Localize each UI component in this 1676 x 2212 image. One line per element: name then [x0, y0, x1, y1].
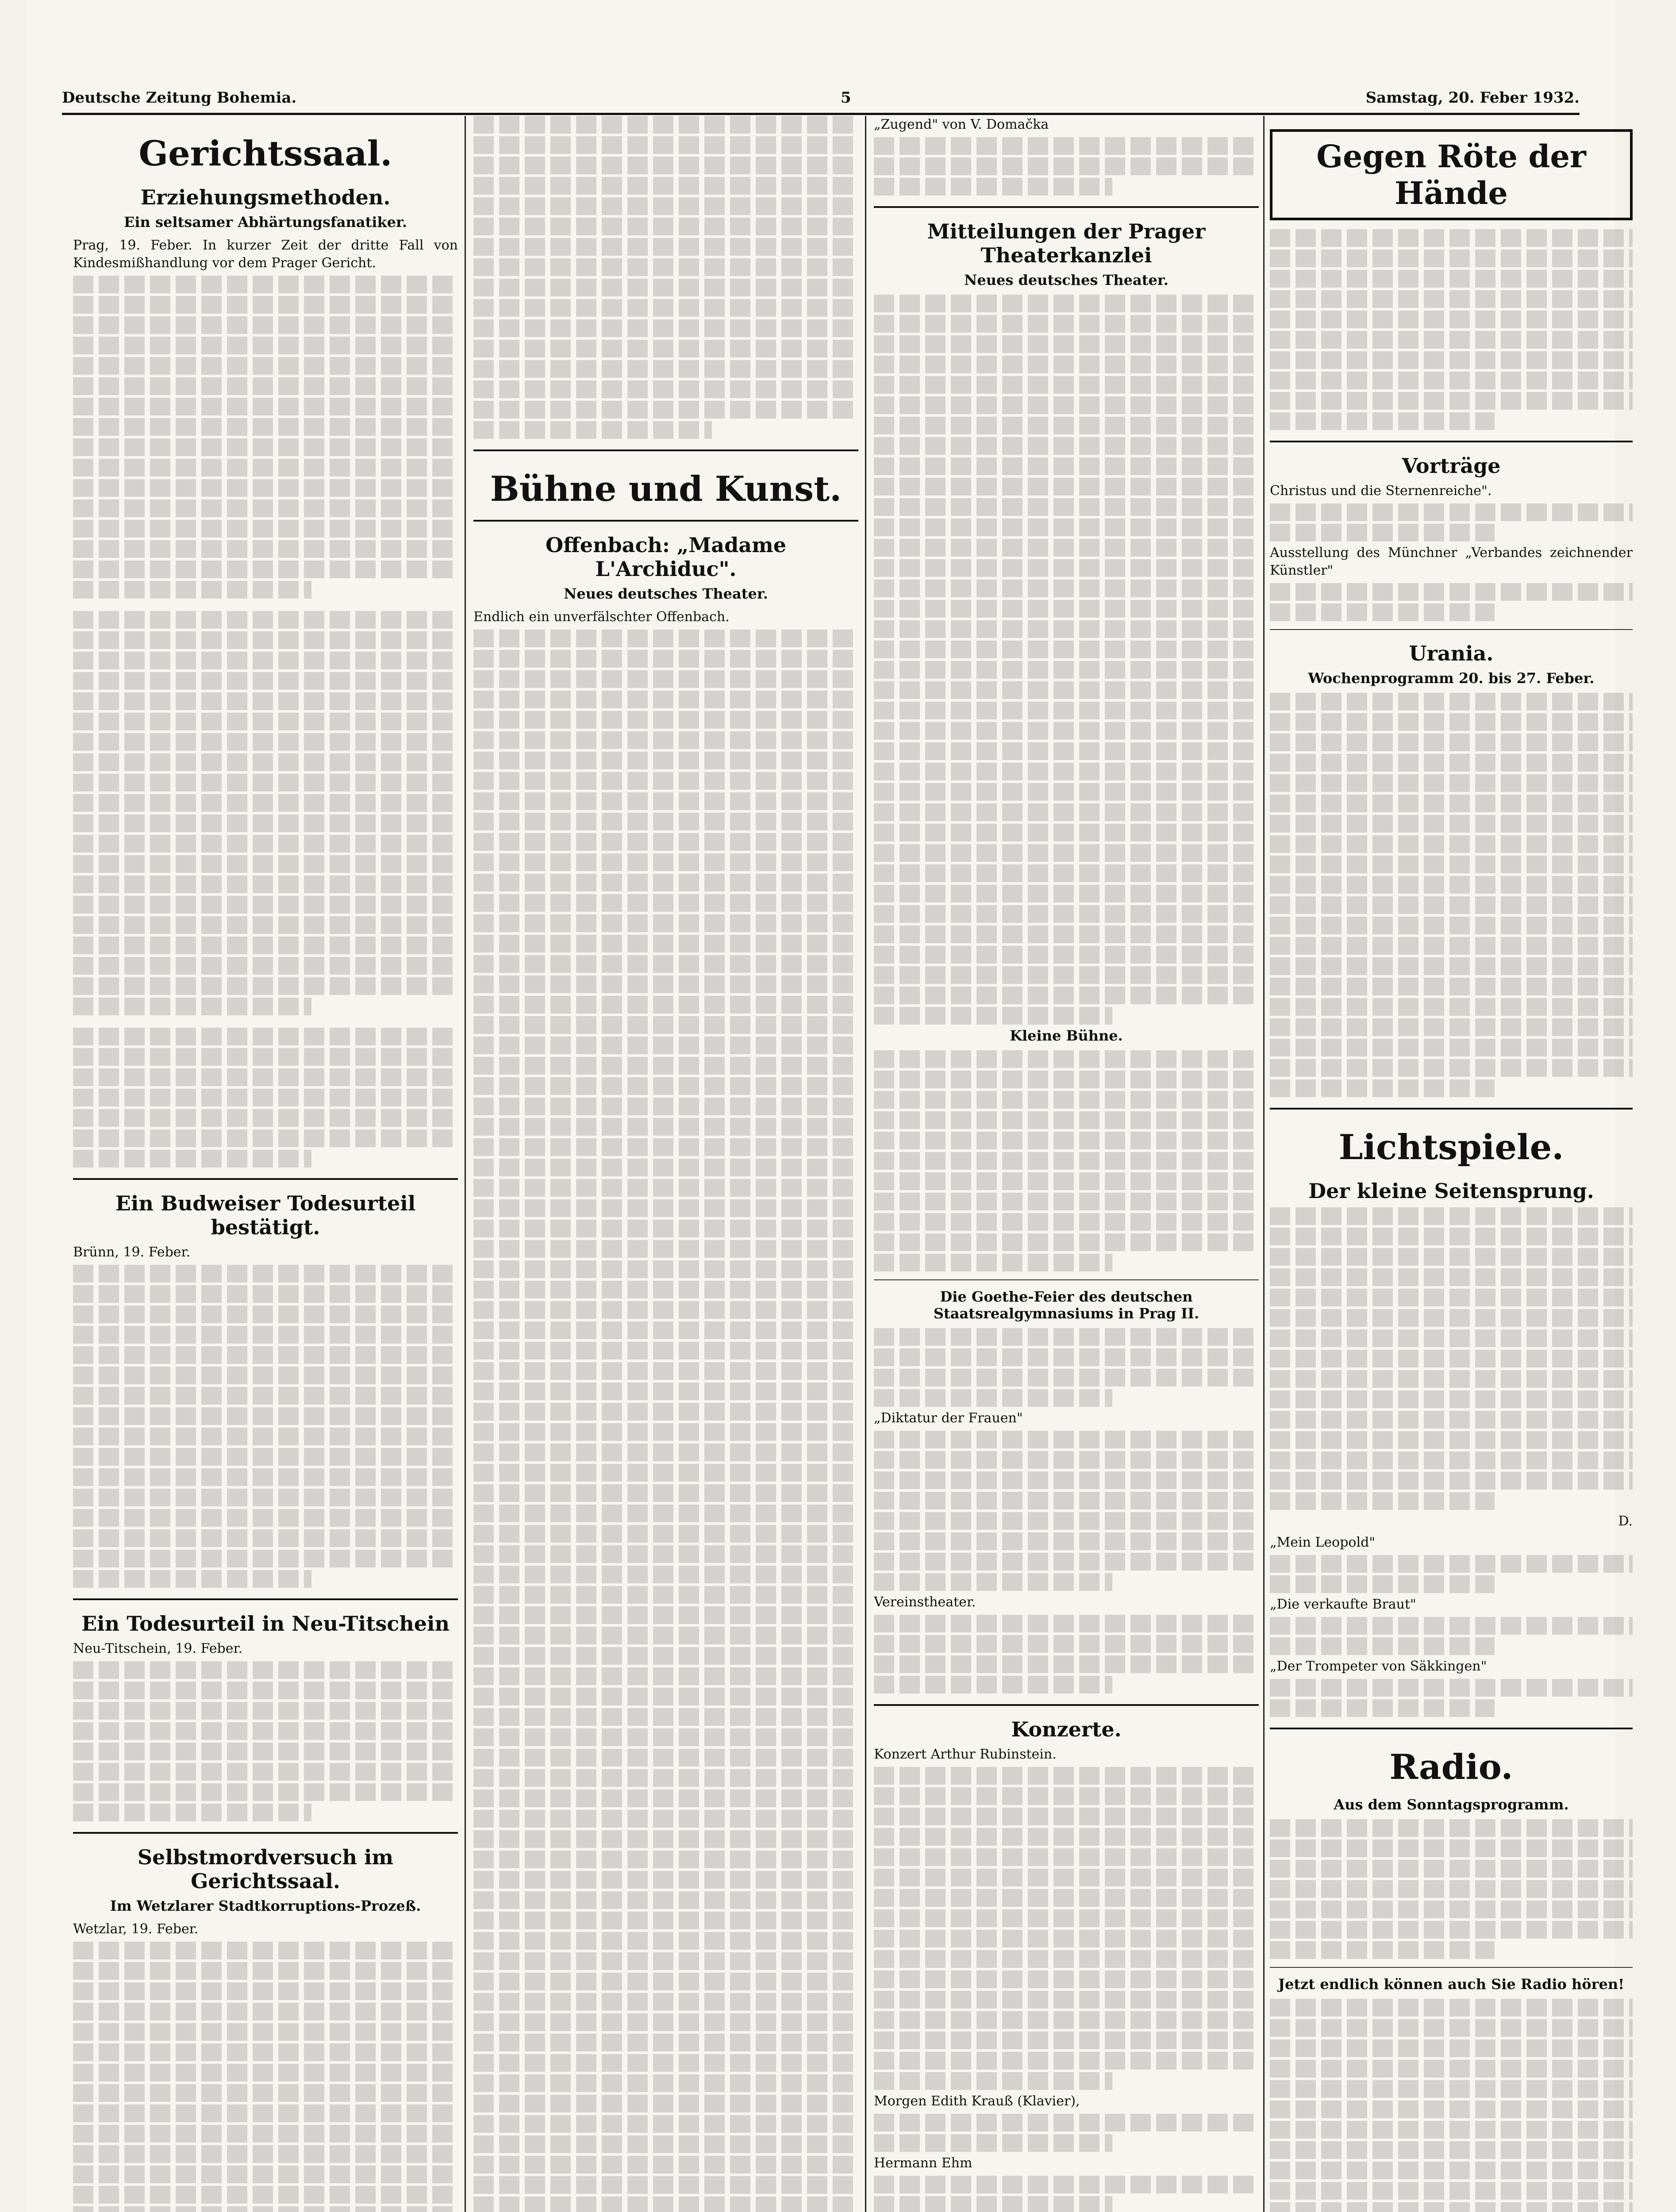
article-lead: Wetzlar, 19. Feber.	[73, 1921, 199, 1937]
article-lead: Prag, 19. Feber. In kurzer Zeit der dritte Fall von Kindesmißhandlung vor dem Prager Gericht.	[73, 238, 458, 271]
section-title-radio: Radio.	[1389, 1747, 1513, 1787]
article-signature: D.	[1618, 1513, 1633, 1529]
film-title: „Der Trompeter von Säkkingen"	[1270, 1659, 1487, 1674]
film-title: „Die verkaufte Braut"	[1270, 1597, 1416, 1612]
section-subtitle: Kleine Bühne.	[1010, 1027, 1123, 1044]
concert-title: Morgen Edith Krauß (Klavier),	[874, 2093, 1080, 2109]
column-3	[874, 116, 1259, 2212]
column-4	[1270, 116, 1633, 2212]
header-paper-name: Deutsche Zeitung Bohemia.	[62, 89, 297, 107]
film-title: „Mein Leopold"	[1270, 1535, 1376, 1550]
column-rule	[465, 116, 466, 2212]
lecture-title: Christus und die Sternenreiche".	[1270, 483, 1492, 499]
column-rule	[1263, 116, 1265, 2212]
section-title-vortraege: Vorträge	[1402, 454, 1501, 478]
article-subtitle: Neues deutsches Theater.	[564, 585, 768, 602]
concert-title: Konzert Arthur Rubinstein.	[874, 1747, 1057, 1762]
article-title: Ein Budweiser Todesurteil bestätigt.	[115, 1191, 416, 1239]
notice-lead: „Diktatur der Frauen"	[874, 1410, 1023, 1426]
section-title-buehne-und-kunst: Bühne und Kunst.	[490, 469, 842, 509]
notice-lead: „Zugend" von V. Domačka	[874, 117, 1049, 132]
column-rule	[865, 116, 866, 2212]
article-lead: Brünn, 19. Feber.	[73, 1244, 191, 1260]
exhibition-title: Ausstellung des Münchner „Verbandes zeichnender Künstler"	[1270, 545, 1633, 578]
newspaper-page	[27, 0, 1633, 2212]
page-number: 5	[841, 89, 851, 107]
notice-lead: Vereinstheater.	[874, 1594, 976, 1610]
section-title-lichtspiele: Lichtspiele.	[1338, 1127, 1564, 1167]
article-title: Jetzt endlich können auch Sie Radio hören!	[1278, 1976, 1625, 1993]
article-title: Erziehungsmethoden.	[140, 185, 391, 209]
article-title: Ein Todesurteil in Neu-Titschein	[81, 1612, 450, 1636]
section-title-konzerte: Konzerte.	[1011, 1717, 1122, 1741]
article-subtitle: Im Wetzlarer Stadtkorruptions-Prozeß.	[110, 1897, 421, 1914]
column-1	[73, 116, 458, 2212]
section-subtitle: Wochenprogramm 20. bis 27. Feber.	[1308, 670, 1595, 687]
article-title: Offenbach: „Madame L'Archiduc".	[545, 533, 787, 581]
running-header	[62, 86, 1580, 115]
section-title-urania: Urania.	[1409, 641, 1494, 665]
header-date: Samstag, 20. Feber 1932.	[1365, 89, 1580, 107]
article-title: Die Goethe-Feier des deutschen Staatsrealgymnasiums in Prag II.	[933, 1288, 1199, 1322]
article-lead: Endlich ein unverfälschter Offenbach.	[473, 609, 730, 625]
advertisement-title: Gegen Röte der Hände	[1316, 138, 1586, 211]
article-lead: Neu-Titschein, 19. Feber.	[73, 1641, 243, 1656]
article-subtitle: Ein seltsamer Abhärtungsfanatiker.	[123, 214, 407, 230]
section-title-gerichtssaal: Gerichtssaal.	[138, 134, 392, 174]
section-subtitle: Aus dem Sonntagsprogramm.	[1334, 1796, 1569, 1813]
column-2	[473, 116, 858, 2212]
concert-title: Hermann Ehm	[874, 2155, 973, 2171]
advertisement-box	[1270, 129, 1633, 220]
section-title-theaterkanzlei: Mitteilungen der Prager Theaterkanzlei	[927, 219, 1206, 267]
article-title: Der kleine Seitensprung.	[1308, 1179, 1594, 1203]
section-subtitle: Neues deutsches Theater.	[964, 272, 1169, 288]
article-title: Selbstmordversuch im Gerichtssaal.	[137, 1845, 394, 1893]
